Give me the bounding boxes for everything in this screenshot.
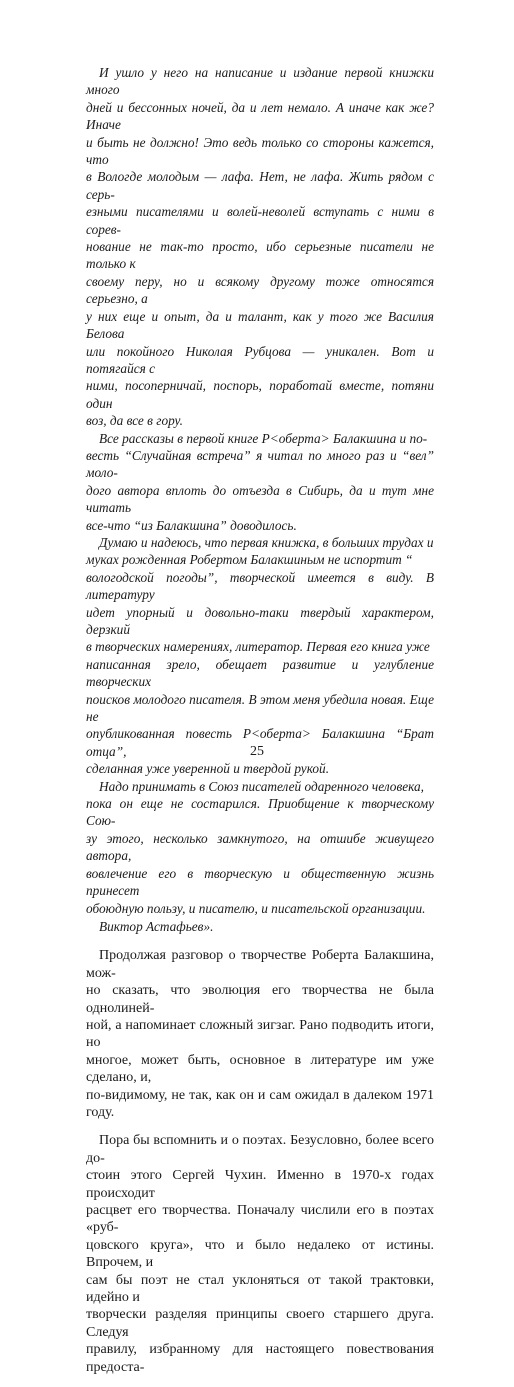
quote-signature: Виктор Астафьев». [99,918,214,934]
quote-paragraph: И ушло у него на написание и издание первой книжки много дней и бессонных ночей, да и лет немало. А иначе как же? Иначе и быть не должно! Это ведь только со стороны кажется, что в Вологде молодым — лафа. Нет, не лафа. Жить рядом с серь- езными писателями и волей-неволей вступать с ними в сорев- нование не так-то просто, ибо серьезные писатели не только к своему перу, но и всякому другому тоже относятся серьезно, а у них еще и опыт, да и талант, как у того же Василия Белова или покойного Николая Рубцова — уникален. Вот и потягайся с ними, посоперничай, поспорь, поработай вместе, потяни один воз, да все в гору. [86,65,434,429]
page-content [86,64,434,1387]
italic-quote-block [86,64,434,935]
page-number: 25 [250,744,264,759]
body-text [86,947,434,1376]
body-paragraph: Пора бы вспомнить и о поэтах. Безусловно, более всего до- стоин этого Сергей Чухин. Именно в 1970-х годах происходит расцвет его творчества. Поначалу числили его в поэтах «руб- цовского круга», что и было недалеко от истины. Впрочем, и сам бы поэт не стал уклоняться от такой трактовки, идейно и творчески разделяя принципы своего старшего друга. Следуя правилу, избранному для настоящего повествования предоста- [86,1133,434,1375]
quote-paragraph: Надо принимать в Союз писателей одаренного человека, пока он еще не состарился. Приобщение к творческому Сою- зу этого, несколько замкнутого, на отшибе живущего автора, вовлечение его в творческую и общественную жизнь принесет обоюдную пользу, и писателю, и писательской организации. [86,778,434,916]
quote-paragraph: Думаю и надеюсь, что первая книжка, в больших трудах и муках рожденная Робертом Балакшиным не испортит “ вологодской погоды”, творческой имеется в виду. В литературу идет упорный и довольно-таки твердый характером, дерзкий в творческих намерениях, литератор. Первая его книга уже написанная зрело, обещает развитие и углубление творческих поисков молодого писателя. В этом меня убедила новая. Еще не опубликованная повесть Р<оберта> Балакшина “Брат отца”, сделанная уже уверенной и твердой рукой. [86,534,434,777]
quote-paragraph: Все рассказы в первой книге Р<оберта> Балакшина и по- весть “Случайная встреча” я читал по много раз и “вел” моло- дого автора вплоть до отъезда в Сибирь, да и тут мне читать все-что “из Балакшина” доводилось. [86,430,434,533]
body-paragraph: Продолжая разговор о творчестве Роберта Балакшина, мож- но сказать, что эволюция его творчества не была однолиней- ной, а напоминает сложный зигзаг. Рано подводить итоги, но многое, может быть, основное в литературе им уже сделано, и, по-видимому, не так, как он и сам ожидал в далеком 1971 году. [86,948,434,1120]
